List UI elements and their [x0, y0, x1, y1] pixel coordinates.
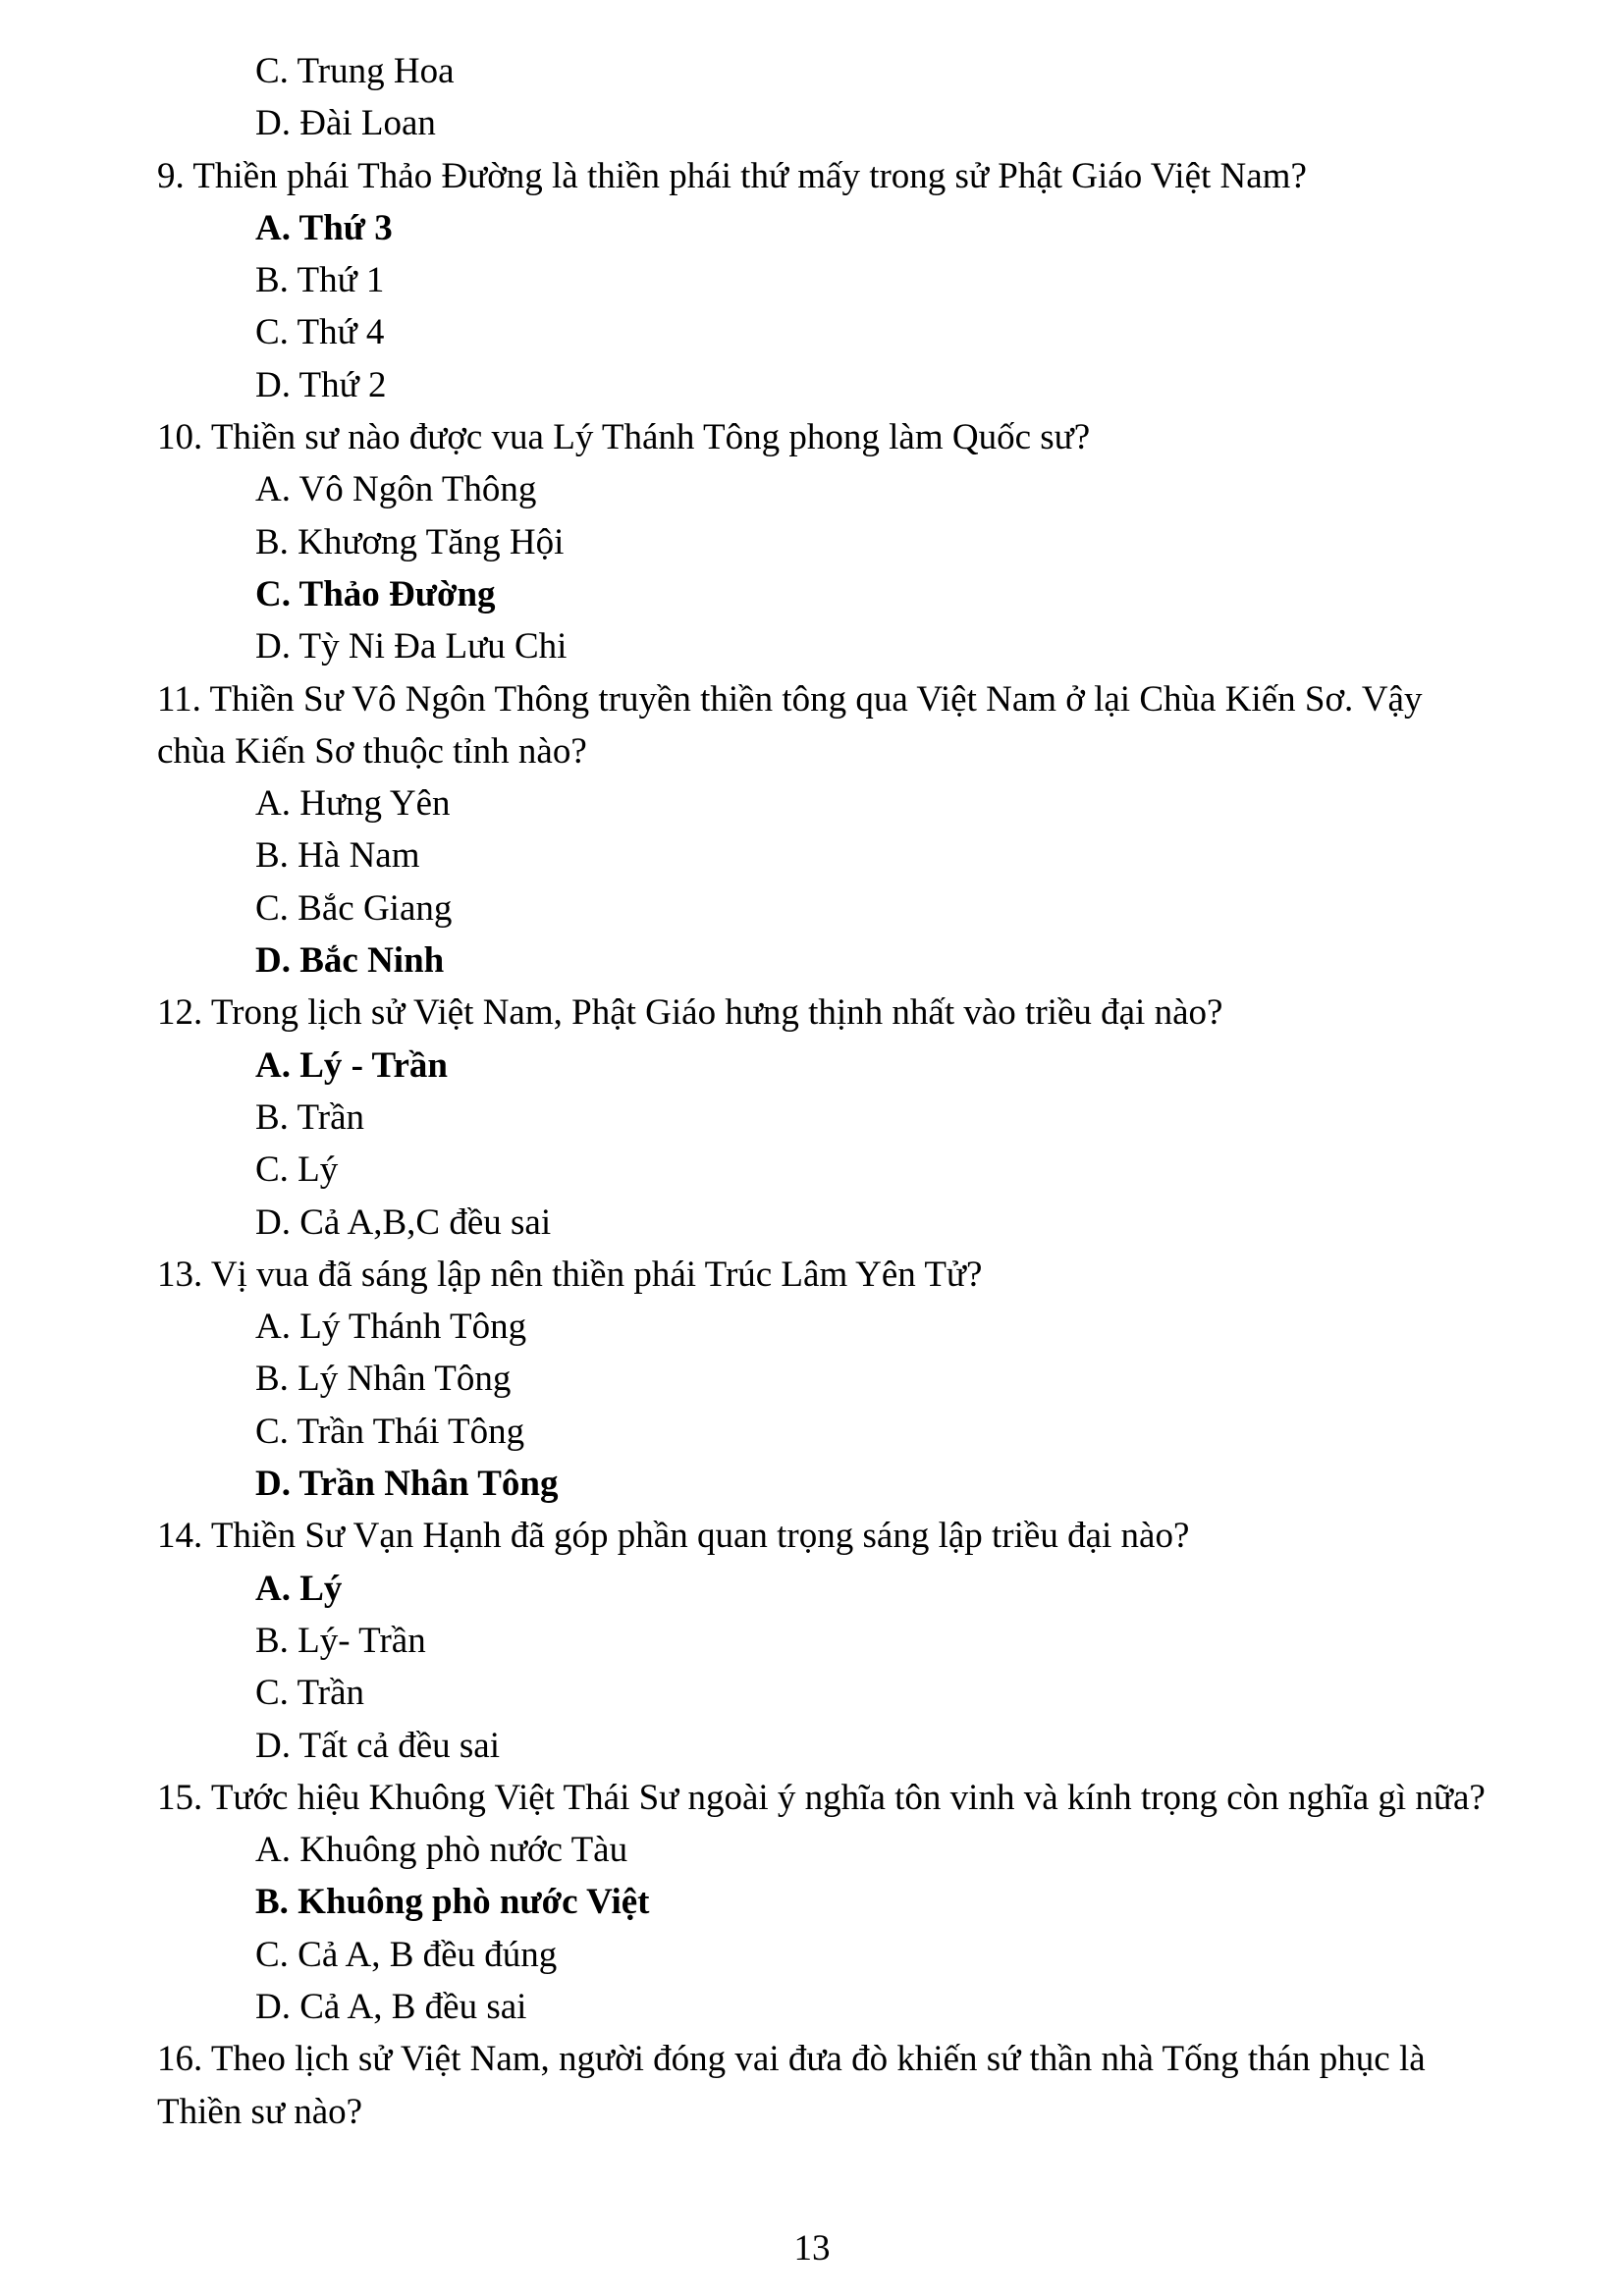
- question-text: 15. Tước hiệu Khuông Việt Thái Sư ngoài ý nghĩa tôn vinh và kính trọng còn nghĩa gì nữa?: [157, 1777, 1486, 1818]
- question-text: 11. Thiền Sư Vô Ngôn Thông truyền thiền tông qua Việt Nam ở lại Chùa Kiến Sơ. Vậy chùa Kiến Sơ thuộc tỉnh nào?: [157, 678, 1423, 772]
- option-a: A. Lý Thánh Tông: [255, 1307, 527, 1348]
- question-text: 16. Theo lịch sử Việt Nam, người đóng vai đưa đò khiến sứ thần nhà Tống thán phục là Thiền sư nào?: [157, 2039, 1426, 2132]
- option-d: D. Thứ 2: [255, 364, 387, 405]
- option-a-correct: A. Lý - Trần: [255, 1044, 448, 1086]
- question-9: [157, 150, 1492, 411]
- option-d-correct: D. Bắc Ninh: [255, 940, 445, 982]
- option-d: D. Đài Loan: [255, 103, 436, 144]
- continued-options: [157, 45, 1492, 150]
- option-c: C. Trung Hoa: [255, 51, 455, 91]
- option-b: B. Trần: [255, 1096, 365, 1138]
- option-a: A. Khuông phò nước Tàu: [255, 1830, 628, 1871]
- option-a: A. Vô Ngôn Thông: [255, 469, 537, 510]
- option-c: C. Trần: [255, 1673, 365, 1714]
- question-text: 13. Vị vua đã sáng lập nên thiền phái Trúc Lâm Yên Tử?: [157, 1254, 983, 1295]
- question-text: 12. Trong lịch sử Việt Nam, Phật Giáo hưng thịnh nhất vào triều đại nào?: [157, 992, 1223, 1034]
- option-b: B. Thứ 1: [255, 260, 385, 301]
- option-c: C. Cả A, B đều đúng: [255, 1934, 558, 1975]
- option-a-correct: A. Thứ 3: [255, 207, 393, 248]
- option-d: D. Cả A,B,C đều sai: [255, 1201, 552, 1243]
- question-15: [157, 1772, 1492, 2033]
- option-d-correct: D. Trần Nhân Tông: [255, 1464, 559, 1505]
- question-text: 10. Thiền sư nào được vua Lý Thánh Tông phong làm Quốc sư?: [157, 417, 1091, 458]
- option-c: C. Bắc Giang: [255, 887, 453, 929]
- option-a-correct: A. Lý: [255, 1568, 343, 1609]
- option-c: C. Trần Thái Tông: [255, 1411, 525, 1452]
- question-13: [157, 1249, 1492, 1510]
- option-b: B. Lý- Trần: [255, 1620, 426, 1661]
- option-b: B. Khương Tăng Hội: [255, 521, 565, 562]
- question-12: [157, 987, 1492, 1248]
- question-text: 14. Thiền Sư Vạn Hạnh đã góp phần quan trọng sáng lập triều đại nào?: [157, 1516, 1190, 1557]
- document-page: [157, 45, 1492, 2138]
- option-b: B. Lý Nhân Tông: [255, 1359, 512, 1400]
- question-16: [157, 2033, 1492, 2138]
- page-number: 13: [793, 2228, 831, 2269]
- option-b: B. Hà Nam: [255, 835, 420, 877]
- option-c: C. Thứ 4: [255, 312, 385, 353]
- question-10: [157, 411, 1492, 672]
- option-a: A. Hưng Yên: [255, 783, 451, 825]
- question-11: [157, 673, 1492, 988]
- option-c-correct: C. Thảo Đường: [255, 573, 496, 614]
- option-d: D. Tất cả đều sai: [255, 1725, 500, 1766]
- question-14: [157, 1510, 1492, 1771]
- option-c: C. Lý: [255, 1149, 339, 1191]
- option-d: D. Tỳ Ni Đa Lưu Chi: [255, 626, 568, 667]
- question-text: 9. Thiền phái Thảo Đường là thiền phái thứ mấy trong sử Phật Giáo Việt Nam?: [157, 155, 1307, 196]
- option-d: D. Cả A, B đều sai: [255, 1986, 527, 2027]
- option-b-correct: B. Khuông phò nước Việt: [255, 1882, 650, 1923]
